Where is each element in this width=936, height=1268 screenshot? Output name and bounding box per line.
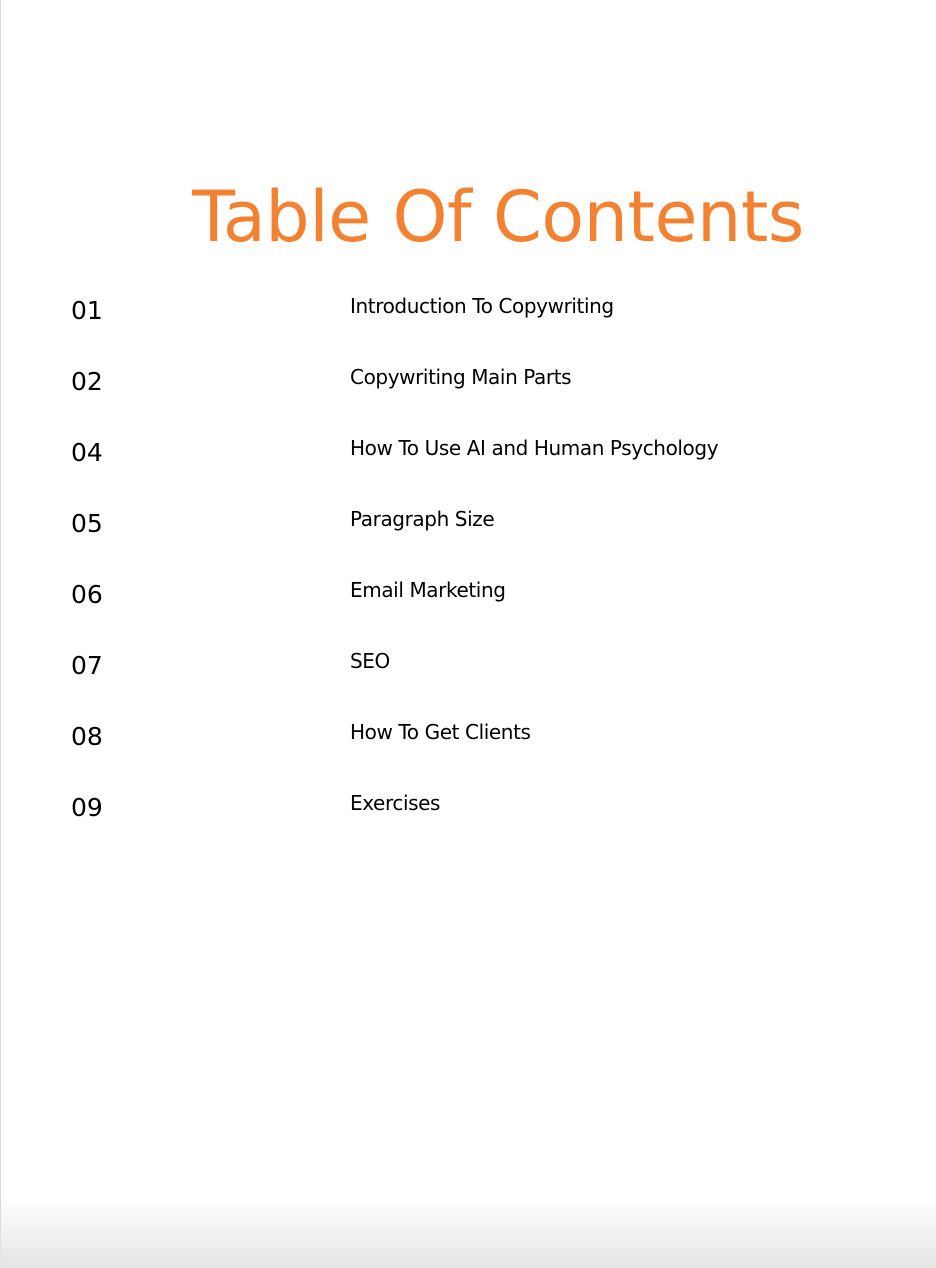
toc-entry-title: Copywriting Main Parts [350,365,572,389]
toc-entry-title: Introduction To Copywriting [350,294,614,318]
page-title: Table Of Contents [192,176,804,258]
page-bottom-shadow [0,1198,936,1268]
toc-entry-title: Paragraph Size [350,507,495,531]
toc-entry-number: 01 [71,296,103,325]
toc-entry [0,785,936,856]
toc-entry [0,430,936,501]
toc-entry [0,288,936,359]
toc-entry-number: 02 [71,367,103,396]
toc-entry-title: Exercises [350,791,441,815]
toc-entry [0,572,936,643]
toc-entry-number: 08 [71,722,103,751]
toc-entry-number: 04 [71,438,103,467]
toc-entry-title: How To Get Clients [350,720,531,744]
toc-entry [0,501,936,572]
toc-entry-title: How To Use AI and Human Psychology [350,436,719,460]
toc-entry-number: 05 [71,509,103,538]
toc-entry [0,359,936,430]
toc-entry-number: 06 [71,580,103,609]
toc-entry-number: 09 [71,793,103,822]
table-of-contents-list [0,288,936,856]
toc-entry-title: Email Marketing [350,578,506,602]
toc-entry-title: SEO [350,649,390,673]
toc-entry-number: 07 [71,651,103,680]
toc-entry [0,643,936,714]
toc-entry [0,714,936,785]
